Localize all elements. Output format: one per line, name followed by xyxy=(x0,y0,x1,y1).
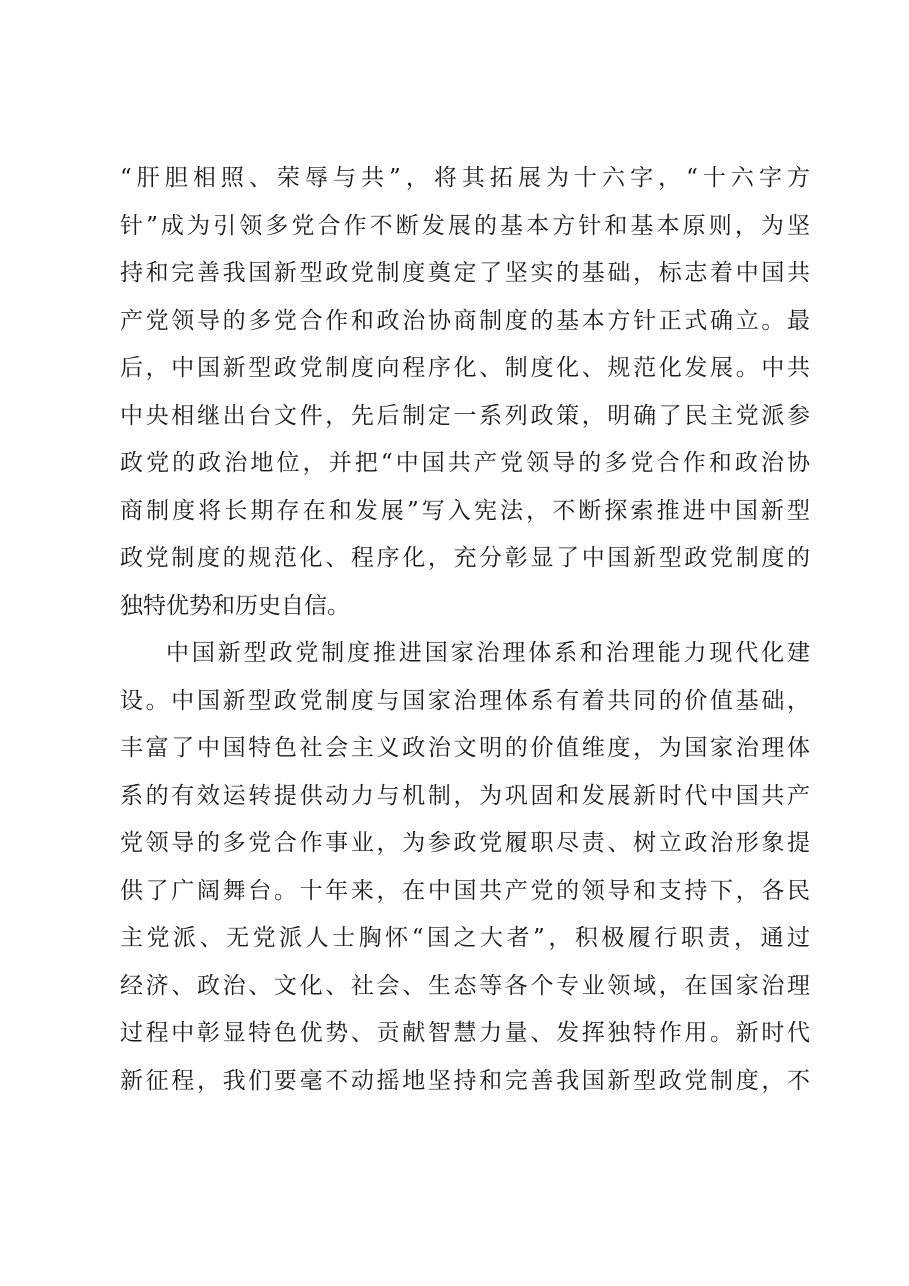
paragraph-line: 新征程，我们要毫不动摇地坚持和完善我国新型政党制度，不 xyxy=(120,1067,810,1094)
paragraph-line: 丰富了中国特色社会主义政治文明的价值维度，为国家治理体 xyxy=(120,735,810,761)
paragraph-line: 持和完善我国新型政党制度奠定了坚实的基础，标志着中国共 xyxy=(120,260,810,286)
paragraph-line: 中央相继出台文件，先后制定一系列政策，明确了民主党派参 xyxy=(120,402,810,429)
paragraph-line: 产党领导的多党合作和政治协商制度的基本方针正式确立。最 xyxy=(120,307,810,334)
paragraph-line: 系的有效运转提供动力与机制，为巩固和发展新时代中国共产 xyxy=(120,782,810,809)
paragraph-line: 经济、政治、文化、社会、生态等各个专业领域，在国家治理 xyxy=(120,972,810,999)
paragraph-line: 供了广阔舞台。十年来，在中国共产党的领导和支持下，各民 xyxy=(120,877,810,904)
paragraph-line: 设。中国新型政党制度与国家治理体系有着共同的价值基础， xyxy=(120,687,810,714)
paragraph-line: 后，中国新型政党制度向程序化、制度化、规范化发展。中共 xyxy=(120,355,810,381)
paragraph-line: 党领导的多党合作事业，为参政党履职尽责、树立政治形象提 xyxy=(120,830,810,856)
paragraph-line: 主党派、无党派人士胸怀“国之大者”，积极履行职责，通过 xyxy=(120,925,810,951)
paragraph-line: 针”成为引领多党合作不断发展的基本方针和基本原则，为坚 xyxy=(120,212,810,239)
paragraph-2 xyxy=(120,630,810,1105)
paragraph-line: “肝胆相照、荣辱与共”，将其拓展为十六字，“十六字方 xyxy=(120,165,810,191)
paragraph-line: 政党的政治地位，并把“中国共产党领导的多党合作和政治协 xyxy=(120,450,810,476)
paragraph-1 xyxy=(120,155,810,630)
paragraph-line: 商制度将长期存在和发展”写入宪法，不断探索推进中国新型 xyxy=(120,497,810,524)
paragraph-line: 独特优势和历史自信。 xyxy=(120,592,350,619)
paragraph-line: 政党制度的规范化、程序化，充分彰显了中国新型政党制度的 xyxy=(120,545,810,571)
paragraph-line: 过程中彰显特色优势、贡献智慧力量、发挥独特作用。新时代 xyxy=(120,1020,810,1046)
document-body xyxy=(120,155,810,1105)
paragraph-line: 中国新型政党制度推进国家治理体系和治理能力现代化建 xyxy=(166,640,810,666)
